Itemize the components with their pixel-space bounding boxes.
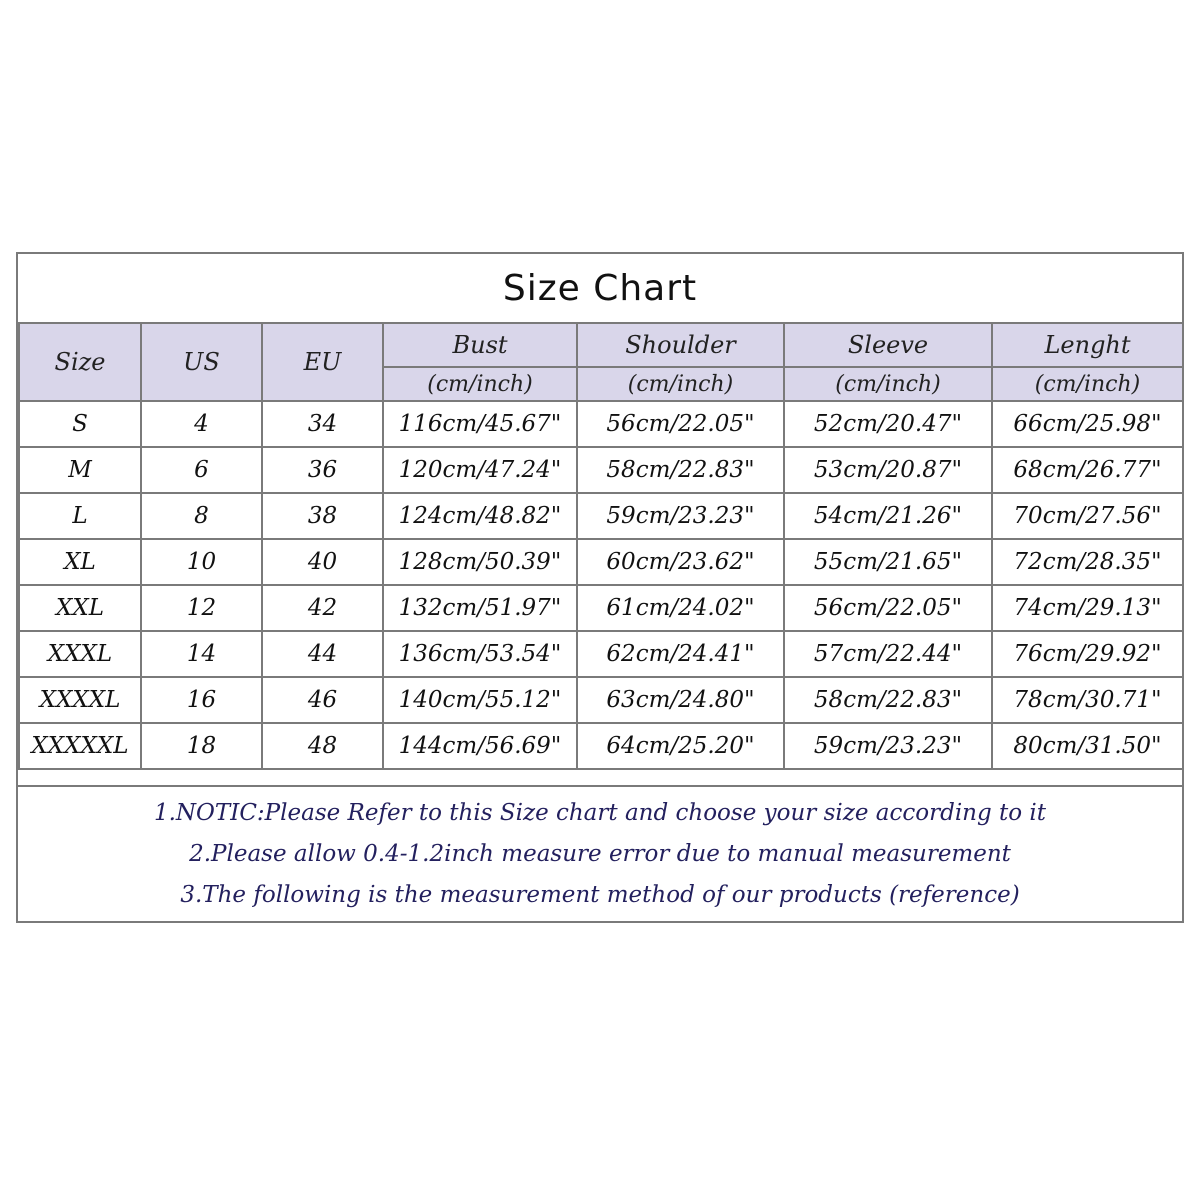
- cell-us: 6: [141, 447, 262, 493]
- cell-shoulder: 63cm/24.80": [577, 677, 784, 723]
- cell-bust: 120cm/47.24": [383, 447, 577, 493]
- table-row: [19, 539, 1183, 585]
- header-shoulder-unit: (cm/inch): [577, 367, 784, 401]
- cell-us: 4: [141, 401, 262, 447]
- table-row: [19, 723, 1183, 769]
- table-row: [19, 677, 1183, 723]
- cell-length: 68cm/26.77": [992, 447, 1183, 493]
- cell-eu: 44: [262, 631, 383, 677]
- cell-eu: 38: [262, 493, 383, 539]
- cell-bust: 116cm/45.67": [383, 401, 577, 447]
- cell-length: 66cm/25.98": [992, 401, 1183, 447]
- cell-shoulder: 59cm/23.23": [577, 493, 784, 539]
- cell-sleeve: 57cm/22.44": [784, 631, 992, 677]
- cell-shoulder: 56cm/22.05": [577, 401, 784, 447]
- table-row: [19, 585, 1183, 631]
- header-us: US: [141, 323, 262, 401]
- cell-size: L: [19, 493, 141, 539]
- cell-us: 18: [141, 723, 262, 769]
- cell-sleeve: 55cm/21.65": [784, 539, 992, 585]
- cell-size: S: [19, 401, 141, 447]
- cell-length: 78cm/30.71": [992, 677, 1183, 723]
- cell-sleeve: 54cm/21.26": [784, 493, 992, 539]
- table-row: [19, 447, 1183, 493]
- header-bust: Bust: [383, 323, 577, 367]
- table-row: [19, 401, 1183, 447]
- cell-us: 8: [141, 493, 262, 539]
- cell-size: XXXXL: [19, 677, 141, 723]
- header-shoulder: Shoulder: [577, 323, 784, 367]
- cell-shoulder: 64cm/25.20": [577, 723, 784, 769]
- cell-size: XXL: [19, 585, 141, 631]
- cell-shoulder: 62cm/24.41": [577, 631, 784, 677]
- cell-us: 12: [141, 585, 262, 631]
- cell-eu: 46: [262, 677, 383, 723]
- cell-sleeve: 59cm/23.23": [784, 723, 992, 769]
- cell-size: M: [19, 447, 141, 493]
- cell-shoulder: 58cm/22.83": [577, 447, 784, 493]
- header-length-unit: (cm/inch): [992, 367, 1183, 401]
- cell-bust: 132cm/51.97": [383, 585, 577, 631]
- cell-length: 70cm/27.56": [992, 493, 1183, 539]
- cell-us: 10: [141, 539, 262, 585]
- cell-bust: 136cm/53.54": [383, 631, 577, 677]
- cell-bust: 124cm/48.82": [383, 493, 577, 539]
- cell-us: 14: [141, 631, 262, 677]
- cell-length: 72cm/28.35": [992, 539, 1183, 585]
- cell-eu: 34: [262, 401, 383, 447]
- cell-bust: 144cm/56.69": [383, 723, 577, 769]
- notes-section: [18, 785, 1182, 921]
- cell-size: XXXL: [19, 631, 141, 677]
- cell-us: 16: [141, 677, 262, 723]
- header-sleeve-unit: (cm/inch): [784, 367, 992, 401]
- cell-shoulder: 61cm/24.02": [577, 585, 784, 631]
- cell-sleeve: 56cm/22.05": [784, 585, 992, 631]
- table-row: [19, 493, 1183, 539]
- cell-eu: 48: [262, 723, 383, 769]
- note-line: 3.The following is the measurement method of our products (reference): [180, 881, 1020, 908]
- cell-bust: 140cm/55.12": [383, 677, 577, 723]
- cell-length: 76cm/29.92": [992, 631, 1183, 677]
- cell-sleeve: 53cm/20.87": [784, 447, 992, 493]
- size-chart-card: [16, 252, 1184, 923]
- cell-length: 74cm/29.13": [992, 585, 1183, 631]
- header-eu: EU: [262, 323, 383, 401]
- header-length: Lenght: [992, 323, 1183, 367]
- chart-title: Size Chart: [502, 267, 698, 309]
- cell-eu: 36: [262, 447, 383, 493]
- cell-sleeve: 58cm/22.83": [784, 677, 992, 723]
- cell-bust: 128cm/50.39": [383, 539, 577, 585]
- cell-size: XL: [19, 539, 141, 585]
- header-sleeve: Sleeve: [784, 323, 992, 367]
- cell-eu: 42: [262, 585, 383, 631]
- table-row: [19, 631, 1183, 677]
- cell-size: XXXXXL: [19, 723, 141, 769]
- header-size: Size: [19, 323, 141, 401]
- cell-length: 80cm/31.50": [992, 723, 1183, 769]
- cell-eu: 40: [262, 539, 383, 585]
- note-line: 2.Please allow 0.4-1.2inch measure error due to manual measurement: [189, 840, 1011, 867]
- cell-sleeve: 52cm/20.47": [784, 401, 992, 447]
- cell-shoulder: 60cm/23.62": [577, 539, 784, 585]
- note-line: 1.NOTIC:Please Refer to this Size chart and choose your size according to it: [153, 799, 1047, 826]
- size-table: [18, 322, 1184, 770]
- header-bust-unit: (cm/inch): [383, 367, 577, 401]
